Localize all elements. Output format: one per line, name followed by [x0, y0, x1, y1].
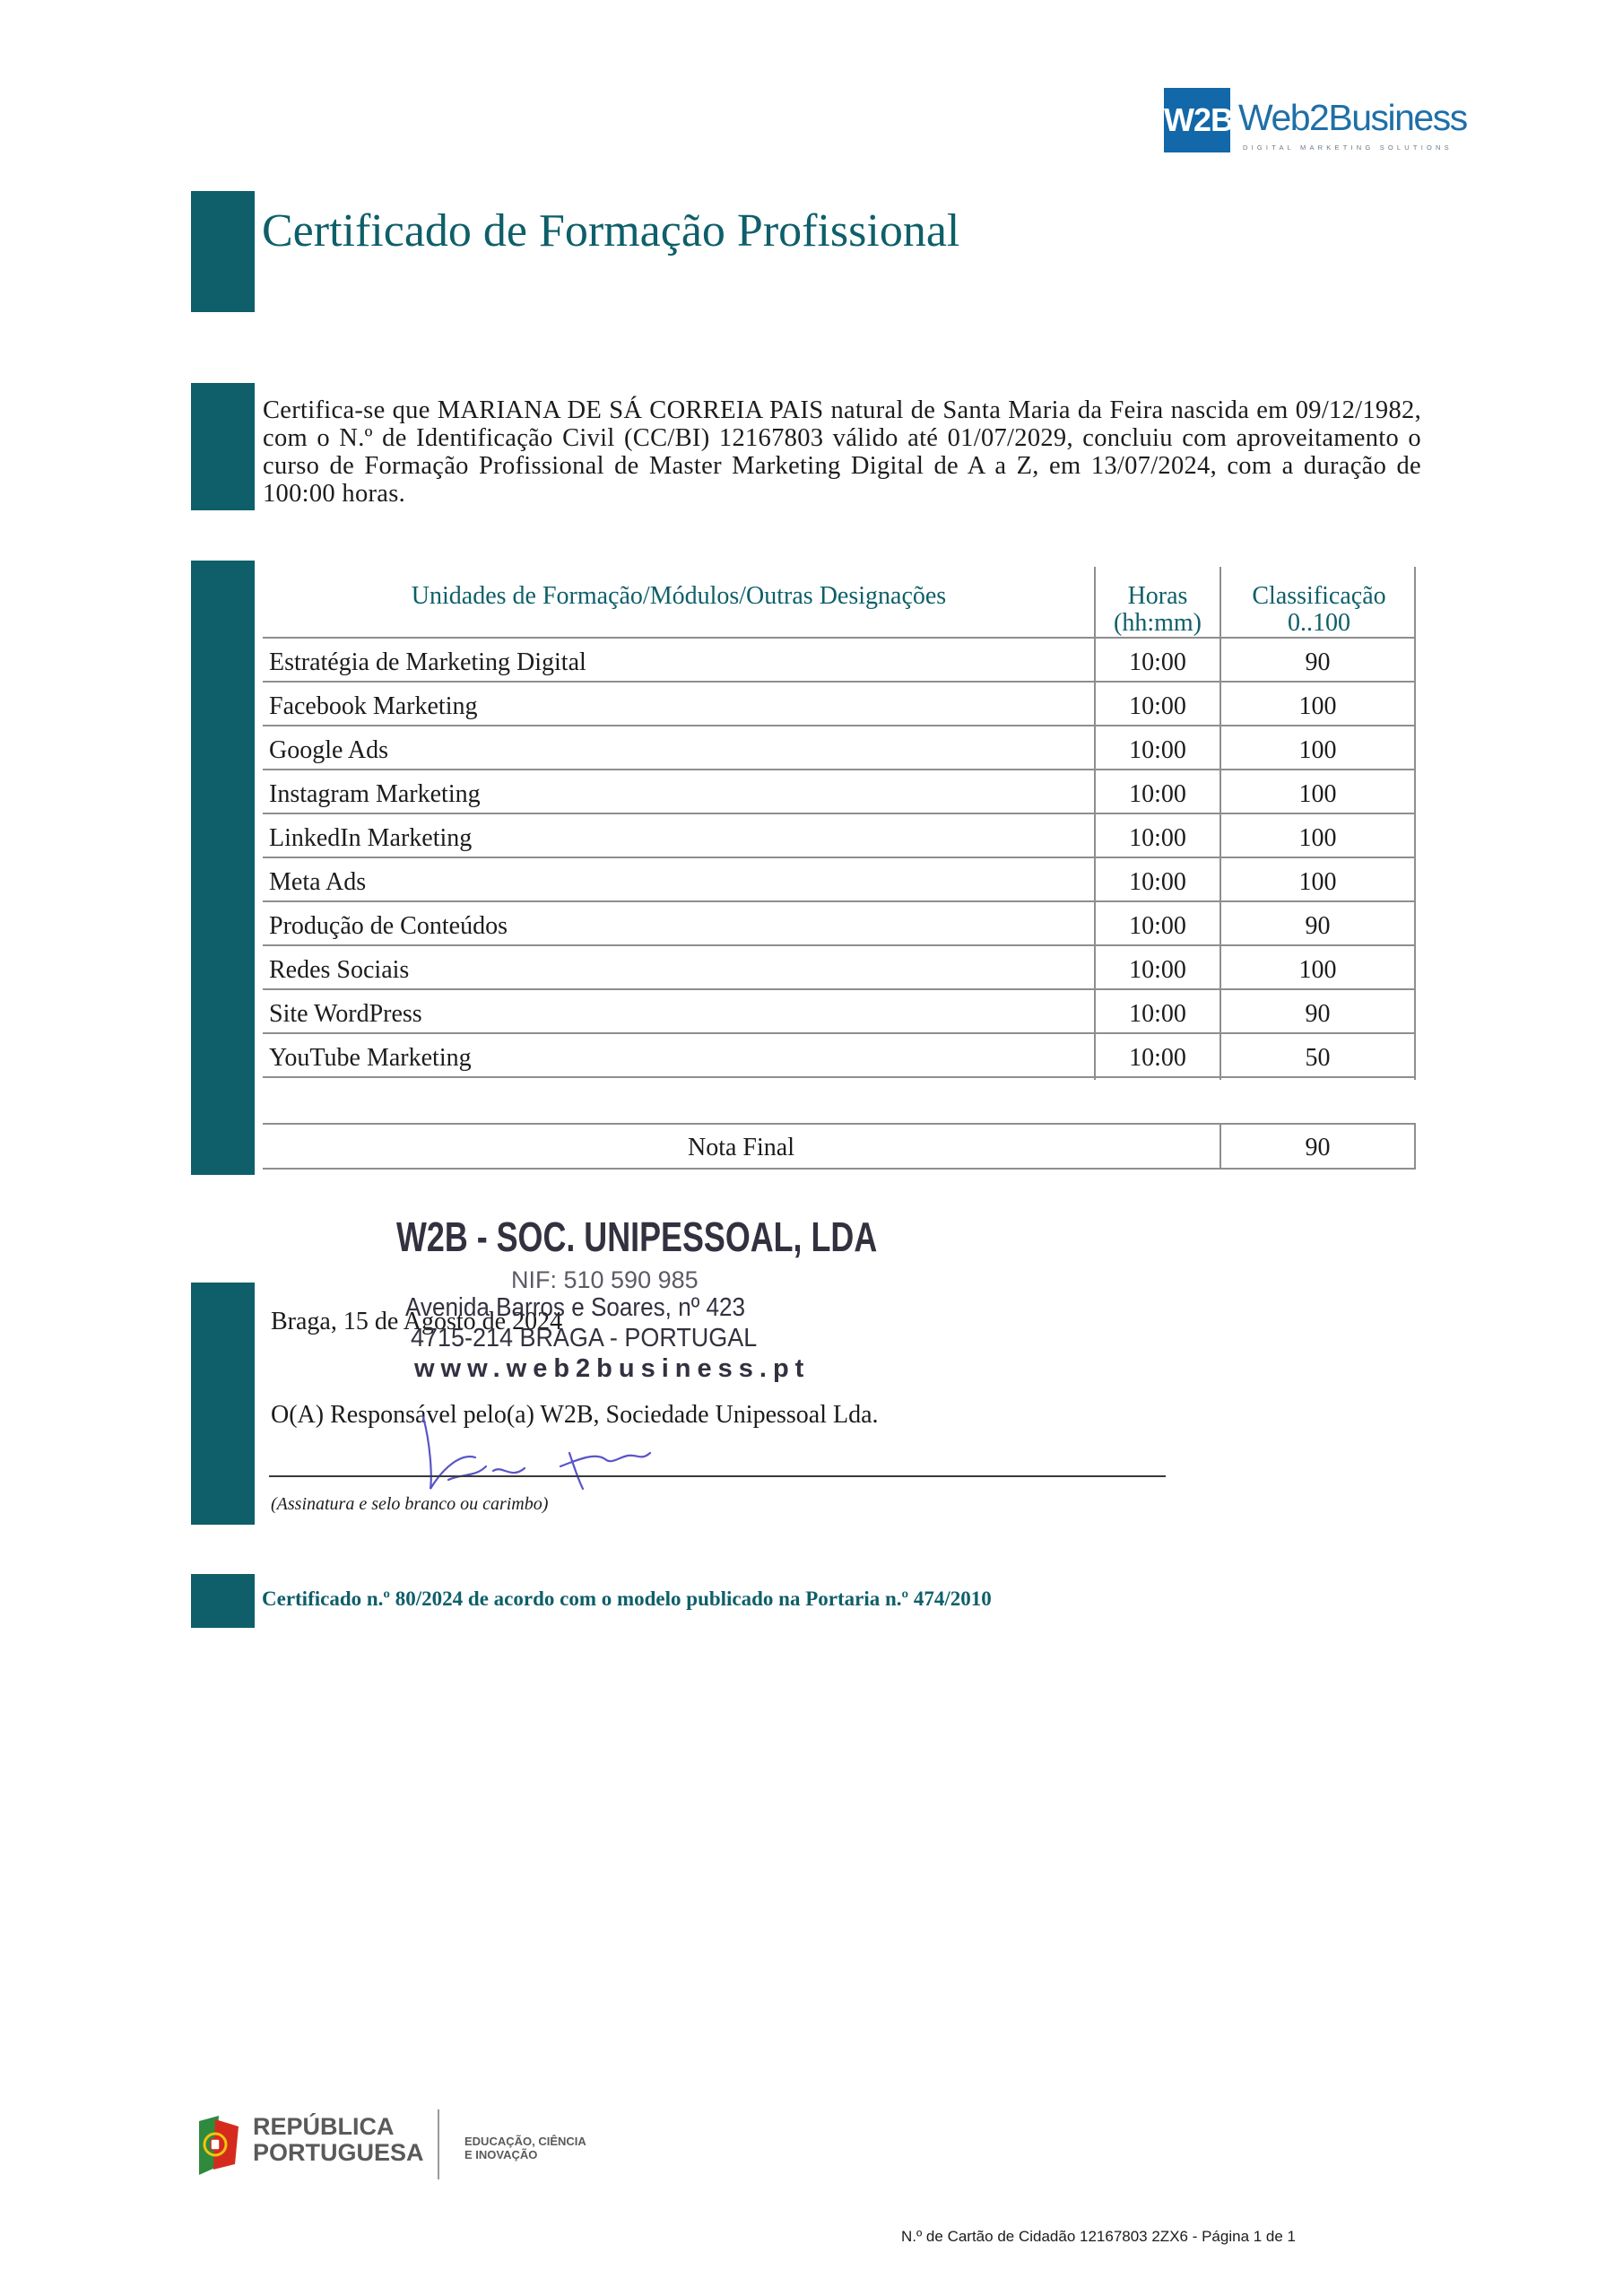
- module-grade: 100: [1298, 956, 1337, 984]
- header-grade-line2: 0..100: [1288, 609, 1350, 637]
- stamp-address: Avenida Barros e Soares, nº 423: [405, 1293, 746, 1322]
- table-row-border: [263, 1032, 1416, 1034]
- module-grade: 100: [1298, 824, 1337, 852]
- module-hours: 10:00: [1129, 824, 1186, 852]
- module-name: Produção de Conteúdos: [269, 912, 508, 940]
- module-grade: 100: [1298, 692, 1337, 720]
- republic-line2: PORTUGUESA: [253, 2139, 424, 2166]
- signature-accent-bar: [191, 1283, 255, 1525]
- final-row-border: [1414, 1123, 1416, 1170]
- header-grade: [1221, 583, 1417, 637]
- stamp-company: W2B - SOC. UNIPESSOAL, LDA: [396, 1213, 878, 1260]
- module-grade: 90: [1305, 912, 1331, 940]
- table-row-border: [263, 900, 1416, 902]
- stamp-website: www.web2business.pt: [414, 1354, 811, 1383]
- module-grade: 50: [1305, 1044, 1331, 1072]
- portugal-emblem-icon: [194, 2114, 242, 2177]
- module-name: Facebook Marketing: [269, 692, 478, 720]
- ministry-label: [464, 2135, 586, 2161]
- module-hours: 10:00: [1129, 1000, 1186, 1028]
- logo-mark: W2B: [1164, 88, 1230, 152]
- module-name: Meta Ads: [269, 868, 367, 896]
- page-footer: N.º de Cartão de Cidadão 12167803 2ZX6 - Página 1 de 1: [901, 2228, 1297, 2245]
- module-name: Estratégia de Marketing Digital: [269, 648, 586, 676]
- table-row-border: [263, 988, 1416, 990]
- page-title: Certificado de Formação Profissional: [262, 205, 960, 257]
- company-stamp: [386, 1213, 888, 1401]
- header-hours-line2: (hh:mm): [1114, 609, 1202, 637]
- ministry-line1: EDUCAÇÃO, CIÊNCIA: [464, 2135, 586, 2148]
- stamp-city: 4715-214 BRAGA - PORTUGAL: [411, 1324, 758, 1352]
- signature-caption: (Assinatura e selo branco ou carimbo): [271, 1494, 549, 1514]
- ministry-line2: E INOVAÇÃO: [464, 2148, 538, 2161]
- table-row-border: [263, 1076, 1416, 1078]
- module-hours: 10:00: [1129, 692, 1186, 720]
- module-grade: 100: [1298, 736, 1337, 764]
- final-row-bottom-border: [263, 1168, 1416, 1170]
- final-row-top-border: [263, 1123, 1416, 1125]
- module-hours: 10:00: [1129, 868, 1186, 896]
- certification-statement: Certifica-se que MARIANA DE SÁ CORREIA PAIS natural de Santa Maria da Feira nascida em 09/12/1982, com o N.º de Identificação Civil (CC/BI) 12167803 válido até 01/07/2029, concluiu com aproveitamento o curso de Formação Profissional de Master Marketing Digital de A a Z, em 13/07/2024, com a duração de 100:00 horas.: [263, 396, 1421, 508]
- module-hours: 10:00: [1129, 736, 1186, 764]
- table-row-border: [263, 813, 1416, 814]
- logo-name: Web2Business: [1238, 97, 1467, 138]
- responsible-statement: O(A) Responsável pelo(a) W2B, Sociedade Unipessoal Lda.: [271, 1401, 879, 1429]
- table-row-border: [263, 857, 1416, 858]
- module-grade: 100: [1298, 780, 1337, 808]
- module-name: Site WordPress: [269, 1000, 422, 1028]
- table-row-border: [263, 944, 1416, 946]
- place-and-date: Braga, 15 de Agosto de 2024: [271, 1308, 563, 1335]
- republic-line1: REPÚBLICA: [253, 2113, 395, 2140]
- module-hours: 10:00: [1129, 912, 1186, 940]
- final-grade-value: 90: [1305, 1134, 1331, 1161]
- logo-separator: [438, 2109, 439, 2179]
- final-grade-label: Nota Final: [688, 1134, 794, 1161]
- certificate-number: Certificado n.º 80/2024 de acordo com o modelo publicado na Portaria n.º 474/2010: [262, 1587, 992, 1610]
- header-hours: [1096, 583, 1219, 637]
- stamp-nif: NIF: 510 590 985: [511, 1266, 699, 1293]
- header-hours-line1: Horas: [1127, 582, 1188, 610]
- table-header-border: [263, 637, 1416, 639]
- table-column-divider: [1414, 567, 1416, 1080]
- module-hours: 10:00: [1129, 1044, 1186, 1072]
- module-grade: 90: [1305, 648, 1331, 676]
- table-row-border: [263, 769, 1416, 770]
- module-name: Instagram Marketing: [269, 780, 481, 808]
- table-row-border: [263, 681, 1416, 683]
- handwritten-signature: [412, 1404, 699, 1498]
- logo-tagline: DIGITAL MARKETING SOLUTIONS: [1243, 144, 1453, 152]
- module-hours: 10:00: [1129, 956, 1186, 984]
- module-grade: 90: [1305, 1000, 1331, 1028]
- header-grade-line1: Classificação: [1252, 582, 1386, 610]
- module-name: LinkedIn Marketing: [269, 824, 473, 852]
- signature-line: [269, 1475, 1166, 1477]
- module-name: YouTube Marketing: [269, 1044, 472, 1072]
- table-row-border: [263, 725, 1416, 726]
- module-hours: 10:00: [1129, 780, 1186, 808]
- module-name: Google Ads: [269, 736, 388, 764]
- module-grade: 100: [1298, 868, 1337, 896]
- certno-accent-bar: [191, 1574, 255, 1628]
- module-hours: 10:00: [1129, 648, 1186, 676]
- republica-portuguesa: [253, 2114, 424, 2166]
- module-name: Redes Sociais: [269, 956, 410, 984]
- header-module: Unidades de Formação/Módulos/Outras Designações: [411, 582, 947, 610]
